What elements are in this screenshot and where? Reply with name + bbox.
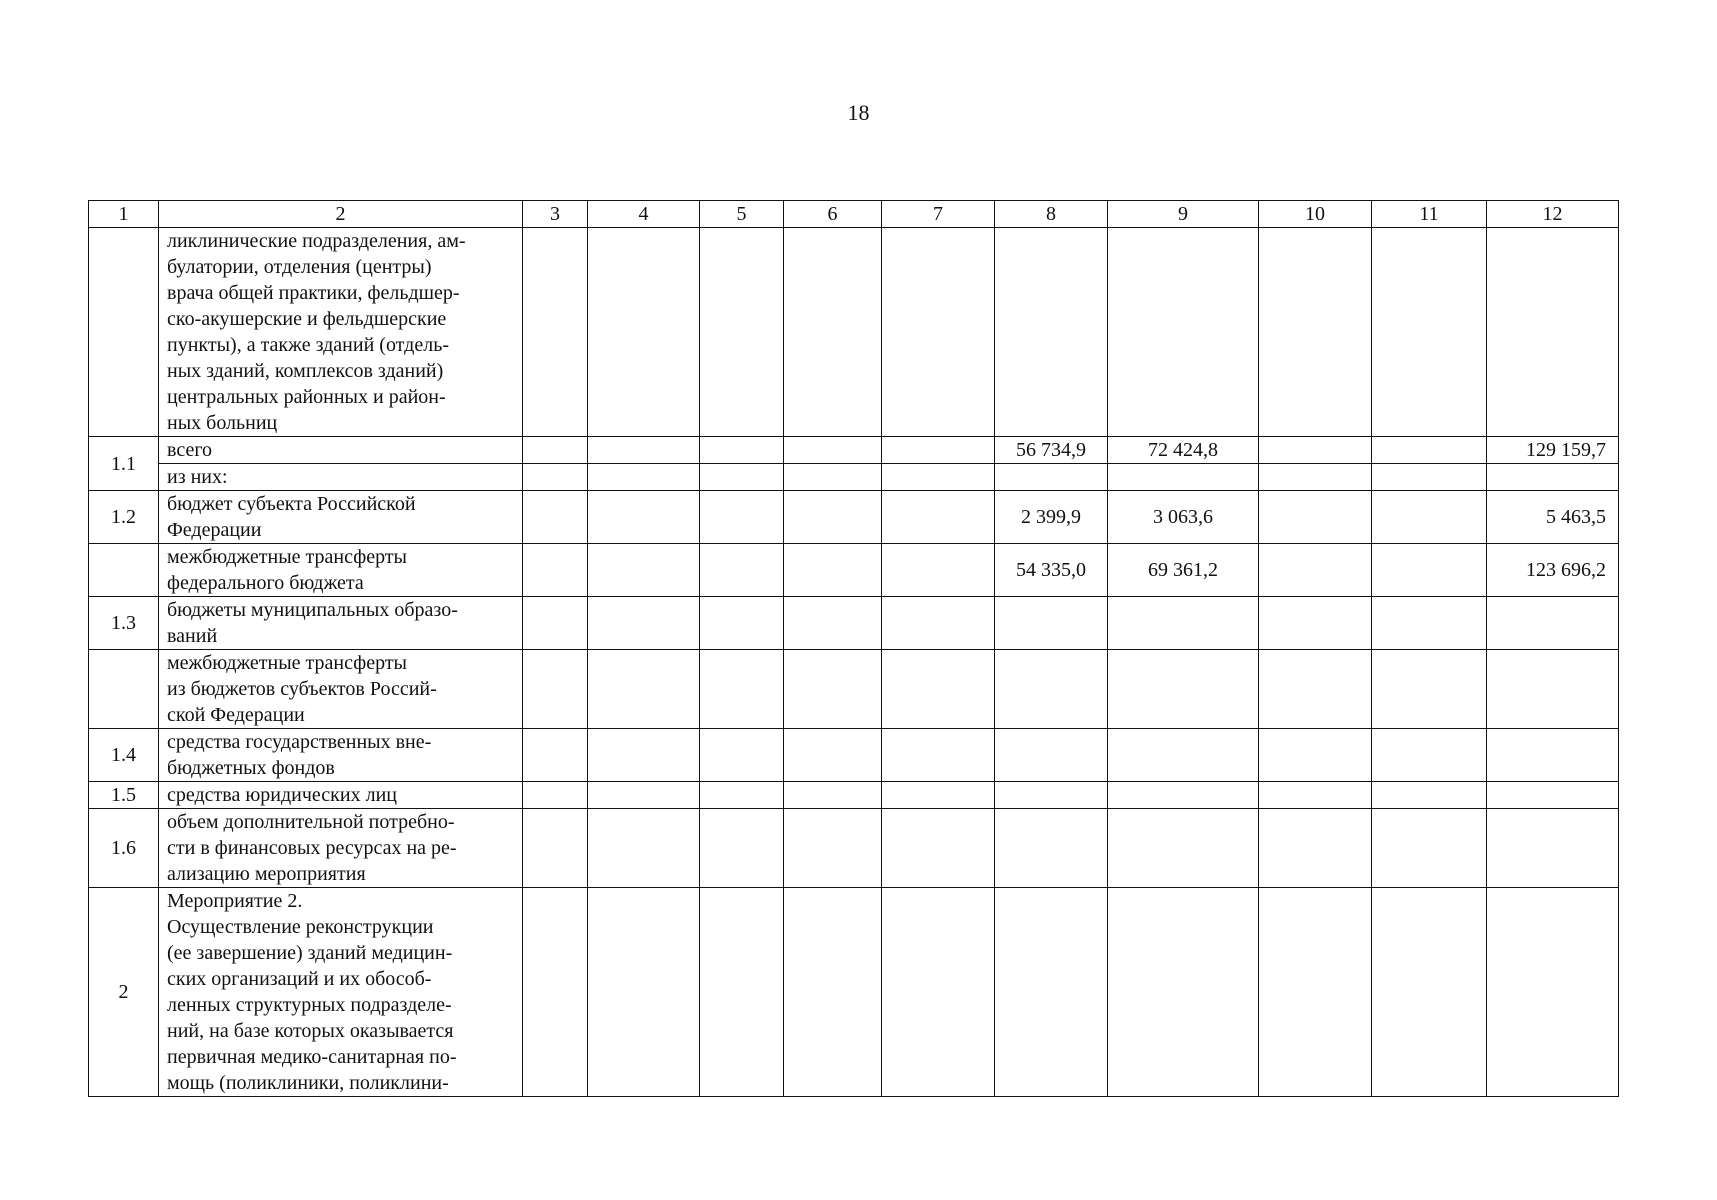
column-header: 5 <box>700 201 784 228</box>
cell-value <box>995 228 1108 437</box>
table-row <box>89 464 1619 491</box>
column-header: 8 <box>995 201 1108 228</box>
cell-value <box>995 729 1108 782</box>
cell-value: 69 361,2 <box>1108 544 1259 597</box>
cell-value <box>995 464 1108 491</box>
page-number: 18 <box>847 100 870 125</box>
row-description: бюджеты муниципальных образо- ваний <box>159 597 523 650</box>
row-description: средства государственных вне- бюджетных фондов <box>159 729 523 782</box>
cell-value <box>1108 782 1259 809</box>
cell-value: 72 424,8 <box>1108 437 1259 464</box>
cell-value <box>1108 464 1259 491</box>
cell-value <box>1487 650 1619 729</box>
row-number: 1.1 <box>89 437 159 491</box>
table-row <box>89 729 1619 782</box>
column-header: 7 <box>882 201 995 228</box>
row-number <box>89 228 159 437</box>
table-row <box>89 491 1619 544</box>
row-description: Мероприятие 2. Осуществление реконструкции (ее завершение) зданий медицин- ских организаций и их обособ- ленных структурных подразделе- ний, на базе которых оказывается первичная медико-санитарная по- мощь (поликлиники, поликлини- <box>159 888 523 1097</box>
row-number <box>89 544 159 597</box>
column-header: 1 <box>89 201 159 228</box>
row-number <box>89 650 159 729</box>
cell-value <box>1487 464 1619 491</box>
cell-value <box>1108 809 1259 888</box>
cell-value <box>1487 597 1619 650</box>
cell-value <box>1108 597 1259 650</box>
cell-value <box>1108 888 1259 1097</box>
table-row <box>89 888 1619 1097</box>
cell-value: 123 696,2 <box>1487 544 1619 597</box>
column-header: 11 <box>1372 201 1487 228</box>
row-description: ликлинические подразделения, ам- булатории, отделения (центры) врача общей практики, фельдшер- ско-акушерские и фельдшерские пункты), а также зданий (отдель- ных зданий, комплексов зданий) центральных районных и район- ных больниц <box>159 228 523 437</box>
table-row <box>89 597 1619 650</box>
row-number: 1.6 <box>89 809 159 888</box>
cell-value: 3 063,6 <box>1108 491 1259 544</box>
row-description: всего <box>159 437 523 464</box>
table-row <box>89 228 1619 437</box>
cell-value <box>1487 782 1619 809</box>
row-number: 1.5 <box>89 782 159 809</box>
table-row <box>89 782 1619 809</box>
cell-value <box>1487 228 1619 437</box>
cell-value <box>1487 888 1619 1097</box>
cell-value <box>995 888 1108 1097</box>
cell-value <box>995 782 1108 809</box>
cell-value <box>1108 650 1259 729</box>
cell-value <box>995 597 1108 650</box>
cell-value: 54 335,0 <box>995 544 1108 597</box>
row-description: средства юридических лиц <box>159 782 523 809</box>
table-row <box>89 809 1619 888</box>
table-row <box>89 650 1619 729</box>
cell-value <box>1108 729 1259 782</box>
budget-table <box>88 200 1619 1097</box>
row-number: 1.4 <box>89 729 159 782</box>
row-description: межбюджетные трансферты федерального бюджета <box>159 544 523 597</box>
column-header: 9 <box>1108 201 1259 228</box>
column-header: 3 <box>523 201 588 228</box>
cell-value <box>995 650 1108 729</box>
row-description: из них: <box>159 464 523 491</box>
row-description: бюджет субъекта Российской Федерации <box>159 491 523 544</box>
row-description: межбюджетные трансферты из бюджетов субъектов Россий- ской Федерации <box>159 650 523 729</box>
cell-value <box>1487 809 1619 888</box>
row-number: 1.2 <box>89 491 159 544</box>
cell-value <box>1487 729 1619 782</box>
column-header: 6 <box>784 201 882 228</box>
column-header: 10 <box>1259 201 1372 228</box>
row-description: объем дополнительной потребно- сти в финансовых ресурсах на ре- ализацию мероприятия <box>159 809 523 888</box>
cell-value: 5 463,5 <box>1487 491 1619 544</box>
cell-value <box>1108 228 1259 437</box>
column-header: 4 <box>588 201 700 228</box>
cell-value: 56 734,9 <box>995 437 1108 464</box>
cell-value <box>995 809 1108 888</box>
cell-value: 129 159,7 <box>1487 437 1619 464</box>
row-number: 2 <box>89 888 159 1097</box>
table-row <box>89 544 1619 597</box>
header-row <box>89 201 1619 228</box>
table-row <box>89 437 1619 464</box>
column-header: 2 <box>159 201 523 228</box>
row-number: 1.3 <box>89 597 159 650</box>
column-header: 12 <box>1487 201 1619 228</box>
cell-value: 2 399,9 <box>995 491 1108 544</box>
